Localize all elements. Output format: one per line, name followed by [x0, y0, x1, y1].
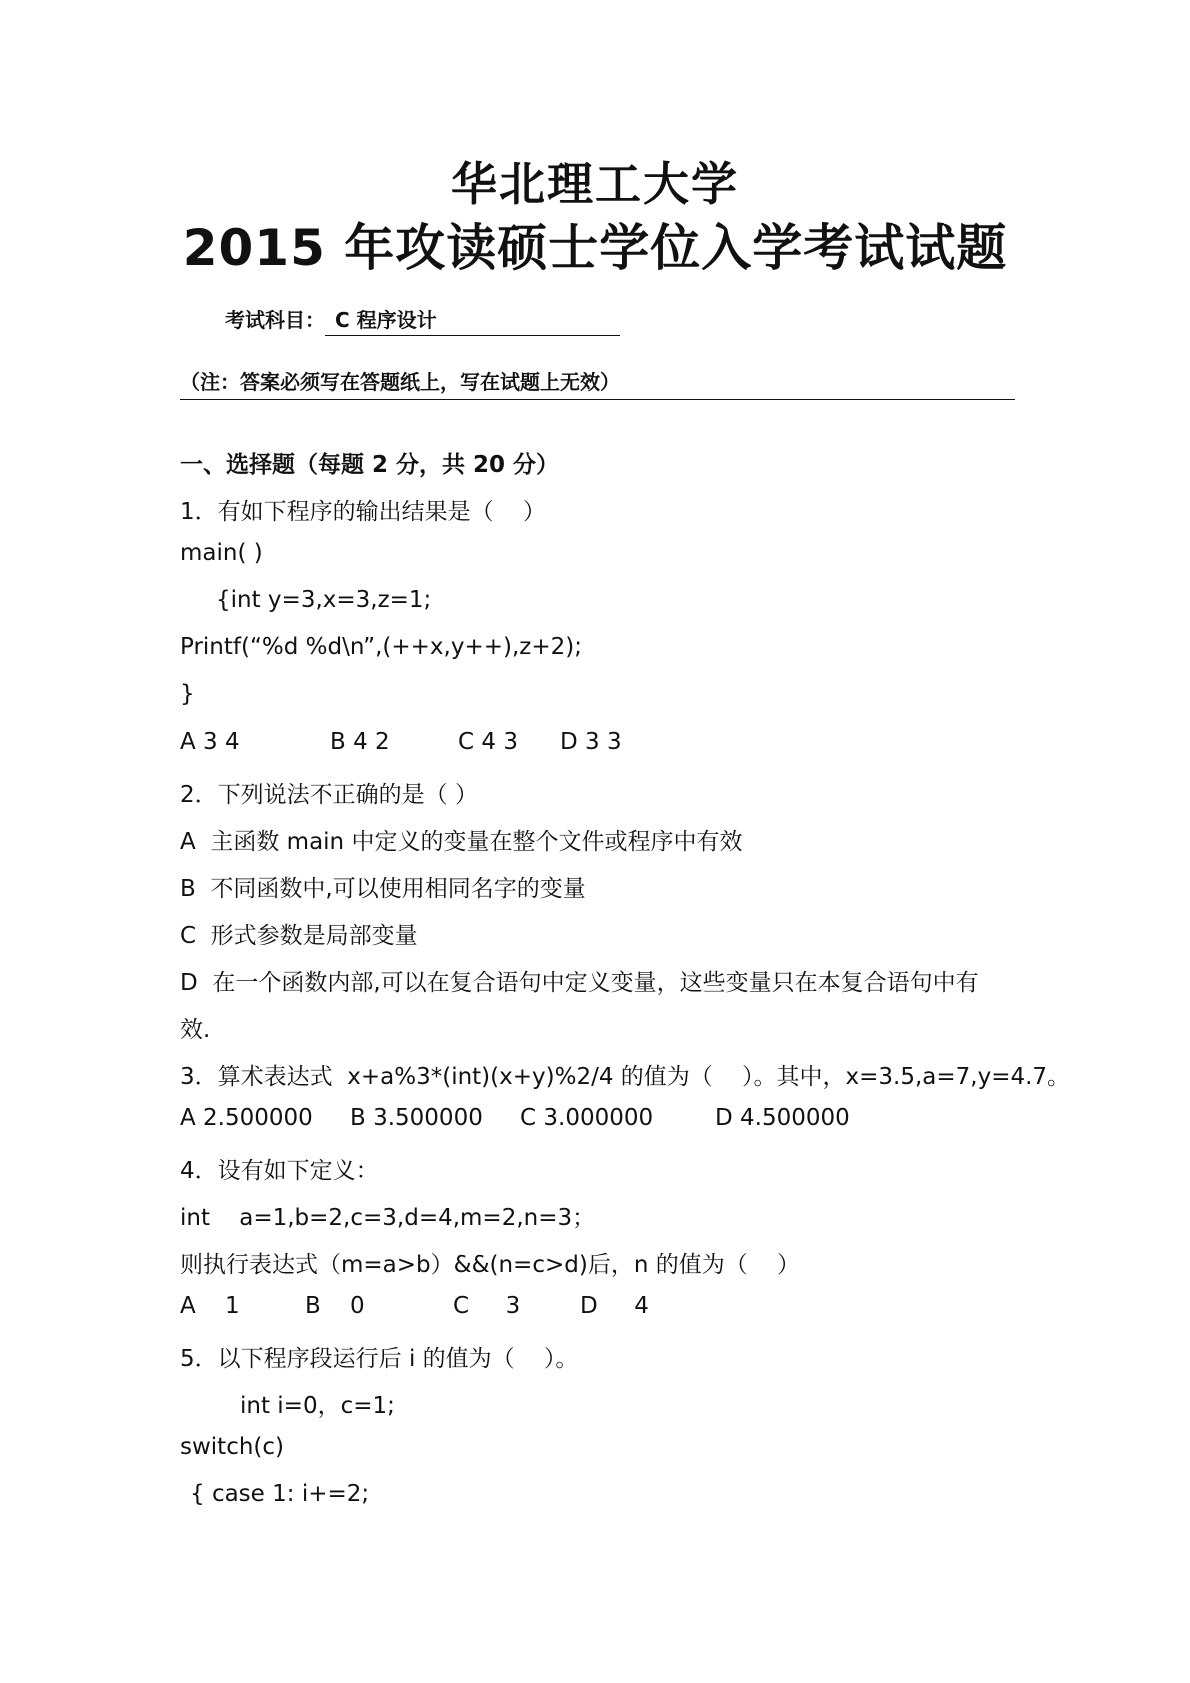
q1-code-line: main( ) — [180, 540, 263, 566]
q4-option-c: C 3 — [453, 1293, 521, 1319]
q4-option-b: B 0 — [305, 1293, 365, 1319]
q1-option-a: A 3 4 — [180, 729, 240, 755]
q5-code-line: int i=0，c=1; — [240, 1393, 395, 1419]
q2-option-c: C 形式参数是局部变量 — [180, 923, 418, 949]
q4-option-a: A 1 — [180, 1293, 240, 1319]
subject-value: C 程序设计 — [325, 304, 620, 336]
q3-stem: 3．算术表达式 x+a%3*(int)(x+y)%2/4 的值为（ ）。其中，x=3.5,a=7,y=4.7。 — [180, 1064, 1071, 1090]
answer-note: （注：答案必须写在答题纸上，写在试题上无效） — [180, 366, 1015, 400]
q1-option-d: D 3 3 — [560, 729, 622, 755]
exam-title: 2015 年攻读硕士学位入学考试试题 — [182, 219, 1008, 277]
q1-stem: 1．有如下程序的输出结果是（ ） — [180, 499, 546, 525]
q4-stem: 4．设有如下定义： — [180, 1158, 379, 1184]
section-heading: 一、选择题（每题 2 分，共 20 分） — [180, 452, 560, 478]
q4-option-d: D 4 — [580, 1293, 649, 1319]
q4-code: int a=1,b=2,c=3,d=4,m=2,n=3； — [180, 1205, 596, 1231]
q1-code-line: {int y=3,x=3,z=1; — [216, 587, 432, 613]
q1-option-b: B 4 2 — [330, 729, 390, 755]
q4-question: 则执行表达式（m=a>b）&&(n=c>d)后，n 的值为（ ） — [180, 1252, 800, 1278]
q2-option-d-continued: 效. — [180, 1017, 211, 1043]
q1-code-line: Printf(“%d %d\n”,(++x,y++),z+2); — [180, 634, 582, 660]
q5-code-line: switch(c) — [180, 1434, 285, 1460]
q5-stem: 5．以下程序段运行后 i 的值为（ ）。 — [180, 1346, 579, 1372]
q1-code-line: } — [180, 681, 195, 707]
q3-option-b: B 3.500000 — [350, 1105, 483, 1131]
q2-option-d: D 在一个函数内部,可以在复合语句中定义变量，这些变量只在本复合语句中有 — [180, 970, 979, 996]
q2-option-a: A 主函数 main 中定义的变量在整个文件或程序中有效 — [180, 829, 743, 855]
q2-stem: 2．下列说法不正确的是（ ） — [180, 782, 478, 808]
q3-option-c: C 3.000000 — [520, 1105, 654, 1131]
q2-option-b: B 不同函数中,可以使用相同名字的变量 — [180, 876, 586, 902]
exam-subject — [225, 304, 620, 336]
q5-code-line: { case 1: i+=2; — [190, 1481, 370, 1507]
university-title: 华北理工大学 — [451, 157, 739, 211]
q1-option-c: C 4 3 — [458, 729, 518, 755]
q3-option-d: D 4.500000 — [715, 1105, 850, 1131]
q3-option-a: A 2.500000 — [180, 1105, 313, 1131]
subject-label: 考试科目： — [225, 308, 325, 332]
